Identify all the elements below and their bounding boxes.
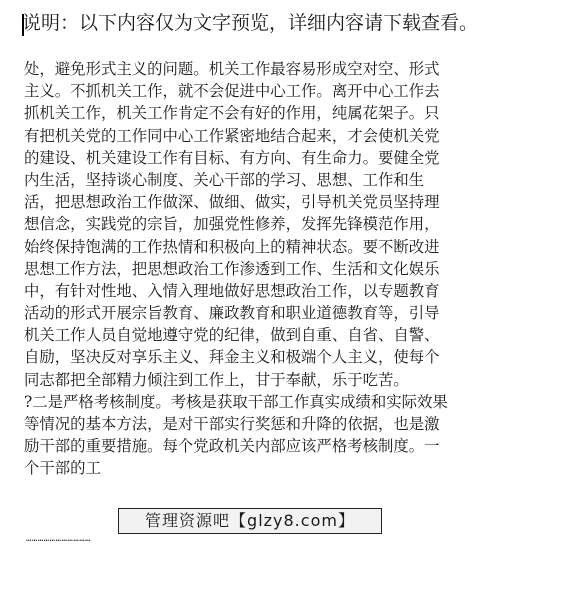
document-line: 活，把思想政治工作做深、做细、做实，引导机关党员坚持理	[24, 193, 440, 212]
truncation-dots: ……………………………	[26, 534, 92, 544]
document-line: 中，有针对性地、入情入理地做好思想政治工作，以专题教育	[24, 281, 440, 300]
document-line: 想信念，实践党的宗旨，加强党性修养，发挥先锋模范作用，	[24, 215, 440, 234]
document-line: 机关工作人员自觉地遵守党的纪律，做到自重、自省、自警、	[24, 326, 440, 345]
document-body	[24, 58, 554, 480]
document-line: 的建设、机关建设工作有目标、有方向、有生命力。要健全党	[24, 148, 440, 167]
document-line: 抓机关工作，机关工作肯定不会有好的作用，纯属花架子。只	[24, 104, 440, 123]
document-line: 内生活，坚持谈心制度、关心干部的学习、思想、工作和生	[24, 170, 425, 189]
document-line: 有把机关党的工作同中心工作紧密地结合起来，才会使机关党	[24, 126, 440, 145]
document-line: 思想工作方法，把思想政治工作渗透到工作、生活和文化娱乐	[24, 259, 440, 278]
document-line: 始终保持饱满的工作热情和积极向上的精神状态。要不断改进	[24, 237, 440, 256]
document-line: 个干部的工	[24, 459, 101, 478]
document-line: 自励，坚决反对享乐主义、拜金主义和极端个人主义，使每个	[24, 348, 440, 367]
document-line: 等情况的基本方法，是对干部实行奖惩和升降的依据，也是激	[24, 415, 440, 433]
document-line: 处，避免形式主义的问题。机关工作最容易形成空对空、形式	[24, 60, 440, 78]
document-line: 活动的形式开展宗旨教育、廉政教育和职业道德教育等，引导	[24, 304, 440, 323]
site-watermark-banner[interactable]: 管理资源吧【glzy8.com】	[118, 508, 382, 534]
document-line: 主义。不抓机关工作，就不会促进中心工作。离开中心工作去	[24, 82, 440, 101]
document-line: ?二是严格考核制度。考核是获取干部工作真实成绩和实际效果	[24, 392, 448, 411]
document-line: 励干部的重要措施。每个党政机关内部应该严格考核制度。一	[24, 437, 440, 456]
document-line: 同志都把全部精力倾注到工作上，甘于奉献，乐于吃苦。	[24, 370, 409, 389]
preview-notice: 说明：以下内容仅为文字预览，详细内容请下载查看。	[22, 12, 479, 34]
